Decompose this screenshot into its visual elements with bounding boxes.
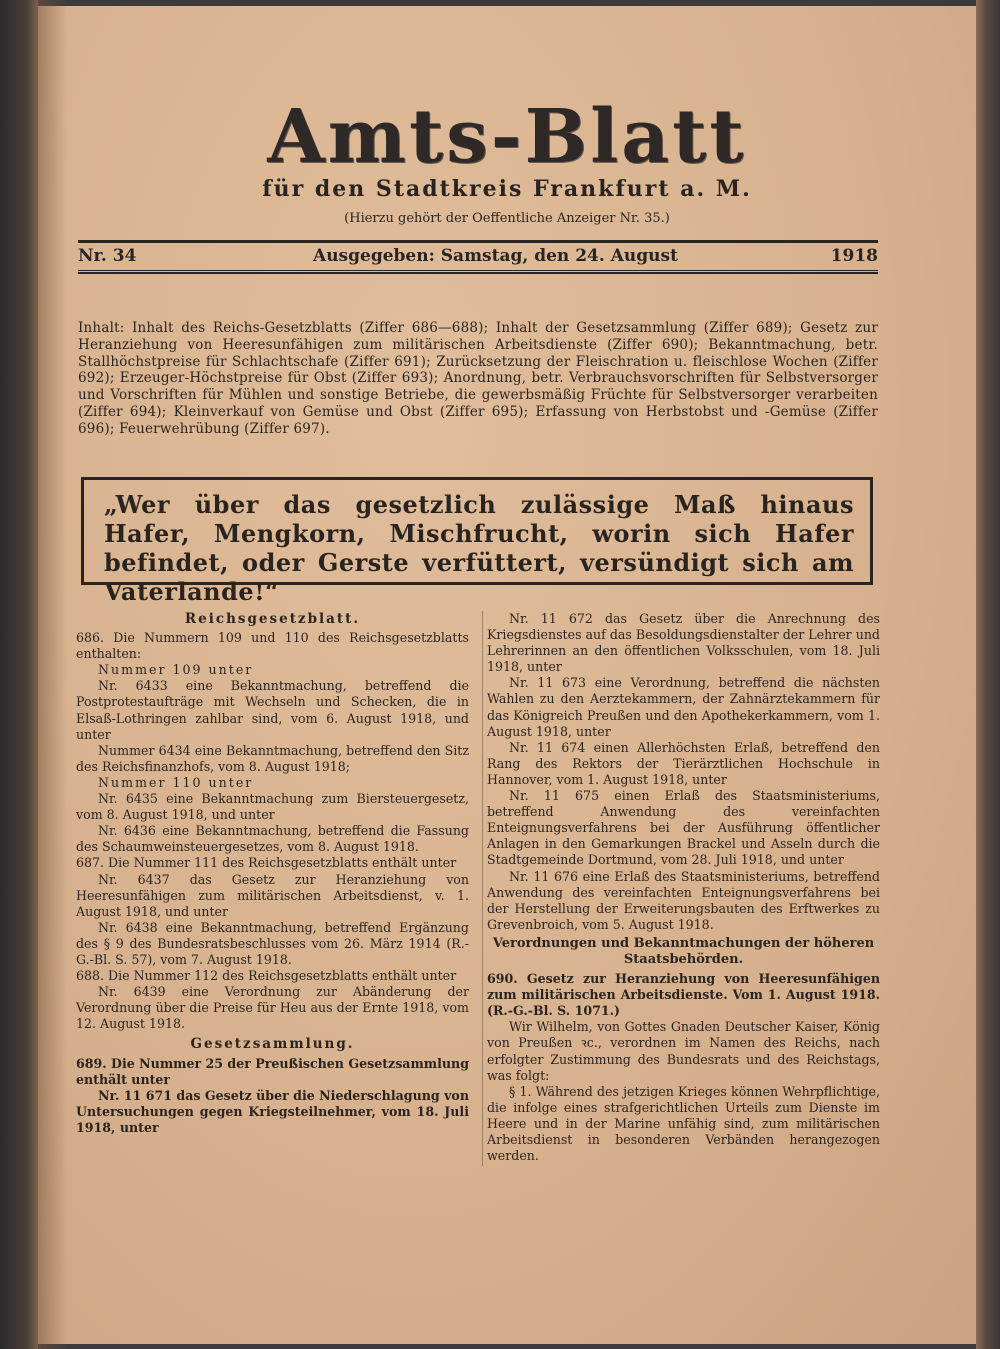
right-column [487,611,880,1164]
page-fold-shadow [38,0,68,1349]
masthead-subtitle: für den Stadtkreis Frankfurt a. M. [262,176,752,202]
paragraph-687: 687. Die Nummer 111 des Reichsgesetzblatts enthält unter [76,855,457,871]
paragraph-6436: Nr. 6436 eine Bekanntmachung, betreffend die Fassung des Schaumweinsteuergesetzes, vom 8. August 1918. [76,823,469,855]
table-of-contents: Inhalt: Inhalt des Reichs-Gesetzblatts (Ziffer 686—688); Inhalt der Gesetzsammlung (Ziffer 689); Gesetz zur Heranziehung von Heeresunfähigen zum militärischen Arbeitsdienste (Ziffer 690); Bekanntmachung, betr. Stallhöchstpreise für Schlachtschafe (Ziffer 691); Zurücksetzung der Fleischration u. fleischlose Wochen (Ziffer 692); Erzeuger-Höchstpreise für Obst (Ziffer 693); Anordnung, betr. Verbrauchsvorschriften für Selbstversorger und Vorschriften für Mühlen und sonstige Betriebe, die gewerbsmäßig Früchte für Selbstversorger verarbeiten (Ziffer 694); Kleinverkauf von Gemüse und Obst (Ziffer 695); Erfassung von Herbstobst und -Gemüse (Ziffer 696); Feuerwehrübung (Ziffer 697). [78,320,878,437]
paragraph-11674: Nr. 11 674 einen Allerhöchsten Erlaß, betreffend den Rang des Rektors der Tierärztlichen Hochschule in Hannover, vom 1. August 1918, unter [487,739,880,787]
issue-year: 1918 [830,246,878,266]
section-heading-verordnungen: Verordnungen und Bekanntmachungen der höheren Staatsbehörden. [492,935,875,967]
paragraph-6438: Nr. 6438 eine Bekanntmachung, betreffend Ergänzung des § 9 des Bundesratsbeschlusses vom 26. März 1914 (R.-G.-Bl. S. 57), vom 7. August 1918. [76,919,469,967]
header-rule-top [78,240,878,243]
masthead-note: (Hierzu gehört der Oeffentliche Anzeiger Nr. 35.) [344,211,670,226]
paragraph-688: 688. Die Nummer 112 des Reichsgesetzblatts enthält unter [76,968,457,984]
paragraph-11675: Nr. 11 675 einen Erlaß des Staatsministeriums, betreffend Anwendung des vereinfachten Enteignungsverfahrens bei der Ausführung öffentlicher Anlagen in den Gemarkungen Brackel und Asseln durch die Stadtgemeinde Dortmund, vom 28. Juli 1918, und unter [487,788,880,868]
paragraph-6433: Nr. 6433 eine Bekanntmachung, betreffend die Postprotestaufträge mit Wechseln und Schecken, die in Elsaß-Lothringen zahlbar sind, vom 6. August 1918, und unter [76,678,469,742]
paragraph-6439: Nr. 6439 eine Verordnung zur Abänderung der Verordnung über die Preise für Heu aus der Ernte 1918, vom 12. August 1918. [76,984,469,1032]
paragraph-690: 690. Gesetz zur Heranziehung von Heeresunfähigen zum militärischen Arbeitsdienste. Vom 1. August 1918. (R.-G.-Bl. S. 1071.) [487,971,880,1019]
issue-date: Ausgegeben: Samstag, den 24. August [313,246,678,266]
paragraph-6435: Nr. 6435 eine Bekanntmachung zum Biersteuergesetz, vom 8. August 1918, und unter [76,791,469,823]
paragraph-nummer-109: Nummer 109 unter [98,662,254,678]
paragraph-nummer-110: Nummer 110 unter [98,774,254,790]
book-spine-edge [0,0,38,1349]
header-rule-bottom [78,270,878,274]
column-divider [482,611,483,1166]
paragraph-689: 689. Die Nummer 25 der Preußischen Gesetzsammlung enthält unter [76,1055,469,1087]
masthead-title: Amts-Blatt [267,94,747,180]
quote-text: „Wer über das gesetzlich zulässige Maß hinaus Hafer, Mengkorn, Mischfrucht, worin sich Hafer befindet, oder Gerste verfüttert, versündigt sich am Vaterlande!“ [104,490,854,606]
paragraph-11671: Nr. 11 671 das Gesetz über die Niederschlagung von Untersuchungen gegen Kriegsteilnehmer, vom 18. Juli 1918, unter [76,1087,469,1135]
issue-line [78,246,878,270]
paragraph-section-1: § 1. Während des jetzigen Krieges können Wehrpflichtige, die infolge eines strafgerichtlichen Urteils zum Dienste im Heere und in der Marine unfähig sind, zum militärischen Arbeitsdienst in besonderen Verbänden herangezogen werden. [487,1083,880,1164]
quote-box [81,477,873,606]
book-cover-edge [976,0,1000,1349]
paragraph-6434: Nummer 6434 eine Bekanntmachung, betreffend den Sitz des Reichsfinanzhofs, vom 8. August 1918; [76,742,469,774]
section-heading-reichsgesetzblatt: Reichsgesetzblatt. [184,611,361,627]
left-column [76,611,469,1136]
issue-number: Nr. 34 [78,246,137,266]
document-page [38,6,976,1344]
paragraph-686: 686. Die Nummern 109 und 110 des Reichsgesetzblatts enthalten: [76,630,469,662]
paragraph-11672: Nr. 11 672 das Gesetz über die Anrechnung des Kriegsdienstes auf das Besoldungsdienstalter der Lehrer und Lehrerinnen an den öffentlichen Volksschulen, vom 18. Juli 1918, unter [487,611,880,675]
paragraph-11673: Nr. 11 673 eine Verordnung, betreffend die nächsten Wahlen zu den Aerztekammern, der Zahnärztekammern für das Königreich Preußen und den Apothekerkammern, vom 1. August 1918, unter [487,675,880,739]
paragraph-wilhelm: Wir Wilhelm, von Gottes Gnaden Deutscher Kaiser, König von Preußen ꝛc., verordnen im Namen des Reichs, nach erfolgter Zustimmung des Bundesrats und des Reichstags, was folgt: [487,1019,880,1083]
paragraph-6437: Nr. 6437 das Gesetz zur Heranziehung von Heeresunfähigen zum militärischen Arbeitsdienst, v. 1. August 1918, und unter [76,871,469,919]
section-heading-gesetzsammlung: Gesetzsammlung. [190,1036,355,1053]
paragraph-11676: Nr. 11 676 eine Erlaß des Staatsministeriums, betreffend Anwendung des vereinfachten Enteignungsverfahrens bei der Herstellung der Erweiterungsbauten des Erftwerkes zu Grevenbroich, vom 5. August 1918. [487,868,880,932]
